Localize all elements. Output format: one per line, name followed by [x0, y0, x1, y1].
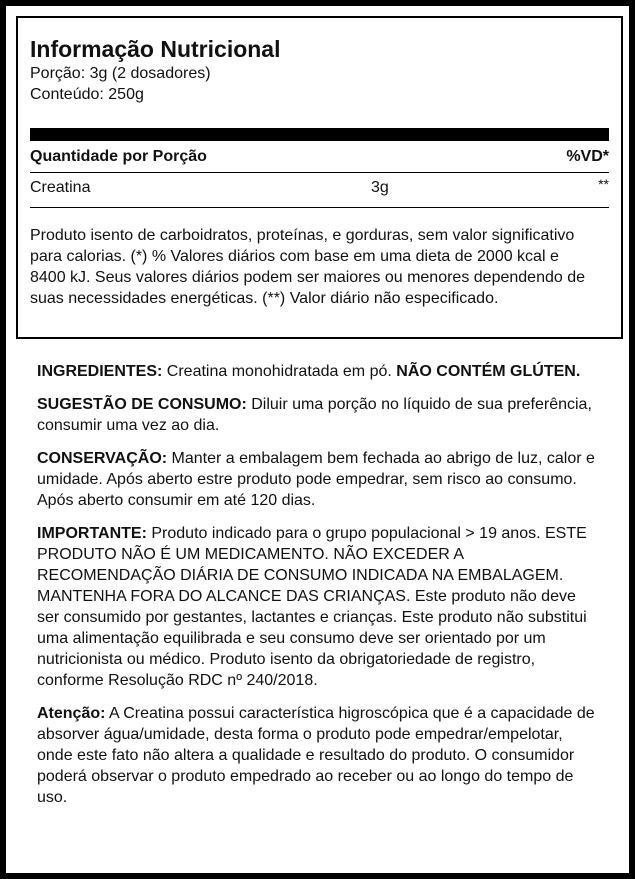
label-body: [37, 361, 597, 820]
attention-label: Atenção:: [37, 705, 106, 722]
ingredients-text: Creatina monohidratada em pó.: [162, 363, 397, 380]
header-quantity: Quantidade por Porção: [30, 147, 207, 165]
suggestion-section: [37, 394, 597, 436]
important-label: IMPORTANTE:: [37, 525, 147, 542]
important-text: Produto indicado para o grupo populacional > 19 anos. ESTE PRODUTO NÃO É UM MEDICAMENTO. NÃO EXCEDER A RECOMENDAÇÃO DIÁRIA DE CONSUMO INDICADA NA EMBALAGEM. MANTENHA FORA DO ALCANCE DAS CRIANÇAS. Este produto não deve ser consumido por gestantes, lactantes e crianças. Este produto não substitui uma alimentação equilibrada e seu consumo deve ser orientado por um nutricionista ou médico. Produto isento da obrigatoriedade de registro, conforme Resolução RDC nº 240/2018.: [37, 525, 587, 689]
ingredients-section: [37, 361, 597, 382]
thick-divider: [30, 128, 609, 141]
attention-text: A Creatina possui característica higroscópica que é a capacidade de absorver água/umidade, desta forma o produto pode empedrar/empelotar, onde este fato não altera a qualidade e resultado do produto. O consumidor poderá observar o produto empedrado ao receber ou ao longo do tempo de uso.: [37, 705, 595, 806]
divider: [30, 207, 609, 208]
suggestion-text: Diluir uma porção no líquido de sua preferência, consumir uma vez ao dia.: [37, 396, 592, 434]
gluten-warning: NÃO CONTÉM GLÚTEN.: [396, 363, 581, 380]
ingredients-label: INGREDIENTES:: [37, 363, 163, 380]
content-text: Conteúdo: 250g: [30, 86, 144, 103]
important-section: [37, 523, 597, 691]
nutrition-facts-panel: [16, 16, 623, 339]
row-name: Creatina: [30, 179, 91, 196]
panel-title: Informação Nutricional: [30, 36, 281, 62]
disclaimer-text: Produto isento de carboidratos, proteínas, e gorduras, sem valor significativo para calorias. (*) % Valores diários com base em uma dieta de 2000 kcal e 8400 kJ. Seus valores diários podem ser maiores ou menores dependendo de suas necessidades energéticas. (**) Valor diário não especificado.: [30, 227, 585, 307]
table-header: [30, 141, 609, 172]
row-vd: **: [598, 176, 609, 192]
table-row: [30, 173, 609, 206]
conservation-text: Manter a embalagem bem fechada ao abrigo de luz, calor e umidade. Após aberto estre produto pode empedrar, sem risco ao consumo. Após aberto consumir em até 120 dias.: [37, 450, 595, 509]
portion-text: Porção: 3g (2 dosadores): [30, 65, 211, 82]
suggestion-label: SUGESTÃO DE CONSUMO:: [37, 396, 247, 413]
conservation-label: CONSERVAÇÃO:: [37, 450, 168, 467]
conservation-section: [37, 448, 597, 511]
row-amount: 3g: [371, 179, 389, 196]
header-vd: %VD*: [566, 147, 609, 165]
attention-section: [37, 703, 597, 808]
